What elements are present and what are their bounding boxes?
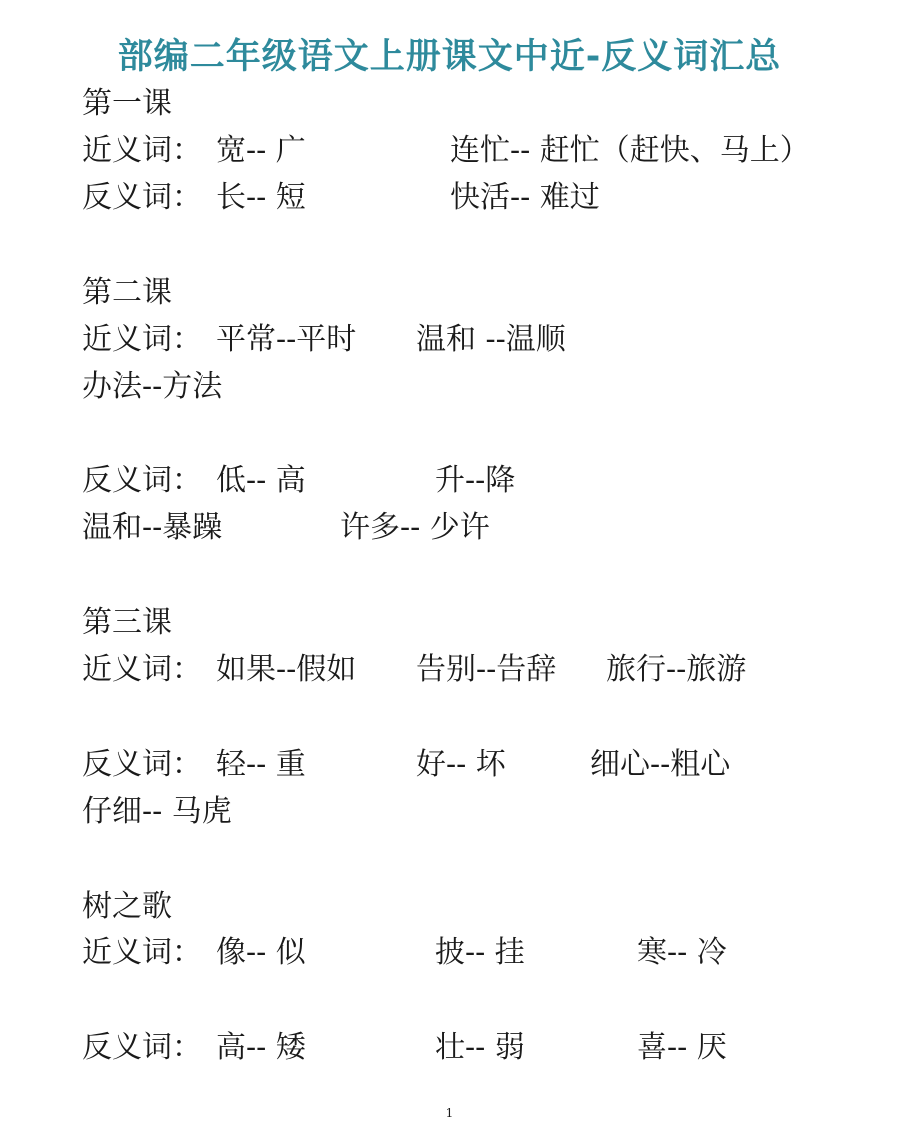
- synonyms-label: 近义词：: [82, 652, 202, 687]
- antonyms-label: 反义词：: [82, 747, 202, 782]
- lesson-heading: 第三课: [82, 605, 172, 640]
- antonym-pair: 许多-- 少许: [340, 510, 490, 545]
- page-title: 部编二年级语文上册课文中近-反义词汇总: [117, 37, 782, 77]
- antonym-pair: 升--降: [435, 463, 516, 498]
- synonyms-label: 近义词：: [82, 935, 202, 970]
- antonym-pair: 温和--暴躁: [82, 510, 223, 545]
- synonym-pair: 宽-- 广: [216, 133, 306, 168]
- synonyms-label: 近义词：: [82, 133, 202, 168]
- antonyms-label: 反义词：: [82, 463, 202, 498]
- synonym-pair: 温和 --温顺: [416, 322, 566, 357]
- antonym-pair: 喜-- 厌: [637, 1030, 727, 1065]
- antonym-pair: 细心--粗心: [590, 747, 731, 782]
- synonym-pair: 平常--平时: [216, 322, 357, 357]
- antonym-pair: 低-- 高: [216, 463, 306, 498]
- synonym-pair: 披-- 挂: [435, 935, 525, 970]
- synonyms-label: 近义词：: [82, 322, 202, 357]
- antonym-pair: 长-- 短: [216, 180, 306, 215]
- synonym-pair: 告别--告辞: [416, 652, 557, 687]
- synonym-pair: 寒-- 冷: [637, 935, 727, 970]
- synonym-pair: 办法--方法: [82, 369, 223, 404]
- synonym-pair: 如果--假如: [216, 652, 357, 687]
- lesson-heading: 树之歌: [82, 889, 172, 924]
- antonyms-label: 反义词：: [82, 180, 202, 215]
- antonym-pair: 快活-- 难过: [450, 180, 600, 215]
- page-number: 1: [445, 1106, 454, 1120]
- lesson-heading: 第一课: [82, 86, 172, 121]
- synonym-pair: 连忙-- 赶忙（赶快、马上）: [450, 133, 810, 168]
- antonym-pair: 好-- 坏: [416, 747, 506, 782]
- antonym-pair: 轻-- 重: [216, 747, 306, 782]
- antonym-pair: 壮-- 弱: [435, 1030, 525, 1065]
- antonym-pair: 仔细-- 马虎: [82, 794, 232, 829]
- synonym-pair: 旅行--旅游: [606, 652, 747, 687]
- synonym-pair: 像-- 似: [216, 935, 306, 970]
- antonyms-label: 反义词：: [82, 1030, 202, 1065]
- lesson-heading: 第二课: [82, 275, 172, 310]
- antonym-pair: 高-- 矮: [216, 1030, 306, 1065]
